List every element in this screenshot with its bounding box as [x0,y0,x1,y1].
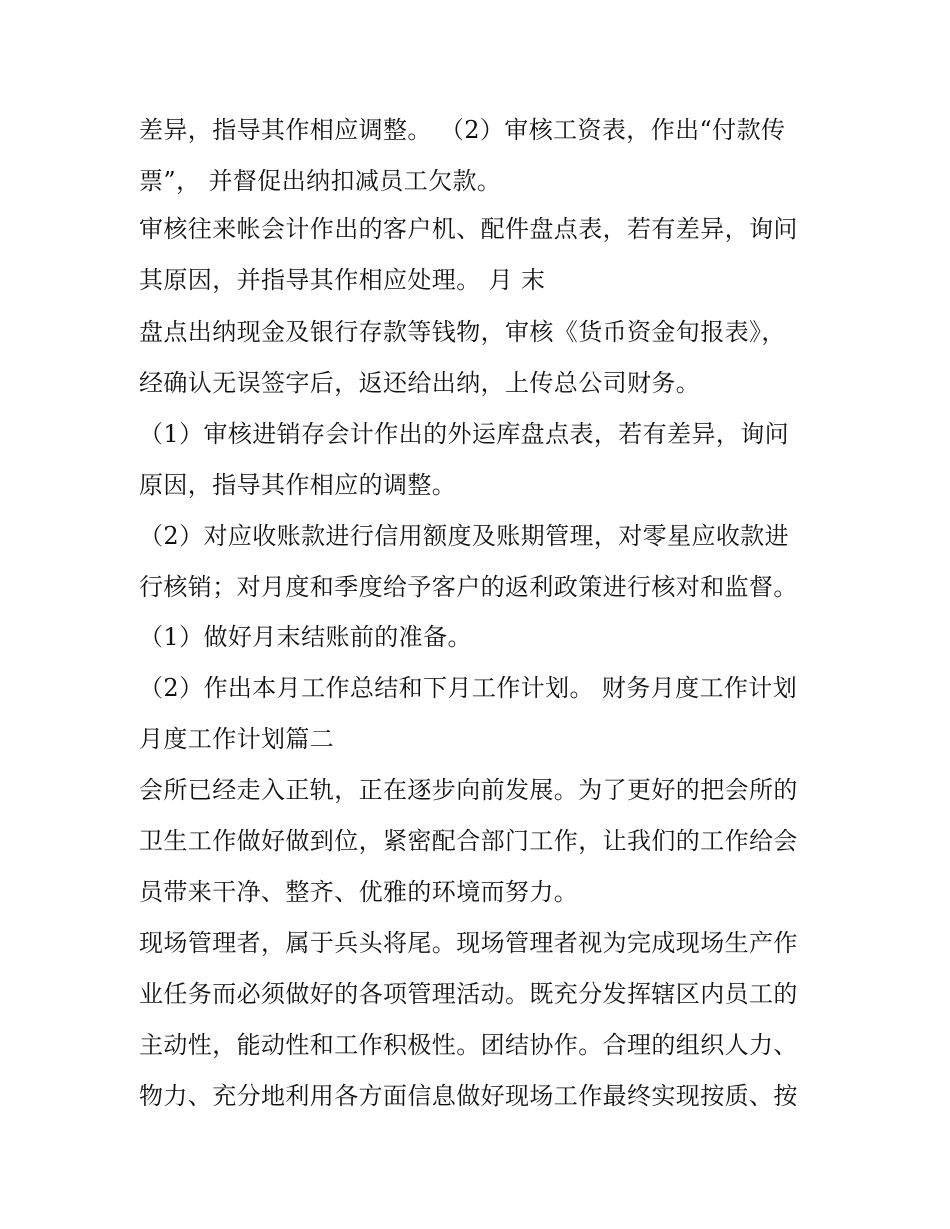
text-line: 物力、充分地利用各方面信息做好现场工作最终实现按质、按 [139,1082,798,1110]
text-line: 月度工作计划篇二 [139,725,335,753]
text-line: 审核往来帐会计作出的客户机、配件盘点表，若有差异，询问 [139,215,798,243]
text-line: 卫生工作做好做到位，紧密配合部门工作，让我们的工作给会 [139,827,798,855]
text-line: 行核销；对月度和季度给予客户的返利政策进行核对和监督。 [139,573,798,601]
text-line: 员带来干净、整齐、优雅的环境而努力。 [139,878,579,906]
text-line: （2）对应收账款进行信用额度及账期管理，对零星应收款进 [139,522,790,550]
text-line: 会所已经走入正轨，正在逐步向前发展。为了更好的把会所的 [139,776,798,804]
text-line: 差异，指导其作相应调整。 （2）审核工资表，作出“付款传 [139,116,786,144]
text-line: 业任务而必须做好的各项管理活动。既充分发挥辖区内员工的 [139,980,798,1008]
text-line: （2）作出本月工作总结和下月工作计划。 财务月度工作计划 [139,674,798,702]
text-line: （1）做好月末结账前的准备。 [139,623,472,651]
text-line: 盘点出纳现金及银行存款等钱物，审核《货币资金旬报表》， [139,318,786,346]
text-line: 原因，指导其作相应的调整。 [139,471,457,499]
text-line: （1）审核进销存会计作出的外运库盘点表，若有差异，询问 [139,420,790,448]
text-line: 主动性，能动性和工作积极性。团结协作。合理的组织人力、 [139,1031,798,1059]
text-line: 现场管理者，属于兵头将尾。现场管理者视为完成现场生产作 [139,929,798,957]
text-line: 其原因，并指导其作相应处理。 月 末 [139,266,546,294]
text-line: 经确认无误签字后，返还给出纳，上传总公司财务。 [139,369,701,397]
text-line: 票”， 并督促出纳扣减员工欠款。 [139,167,502,195]
